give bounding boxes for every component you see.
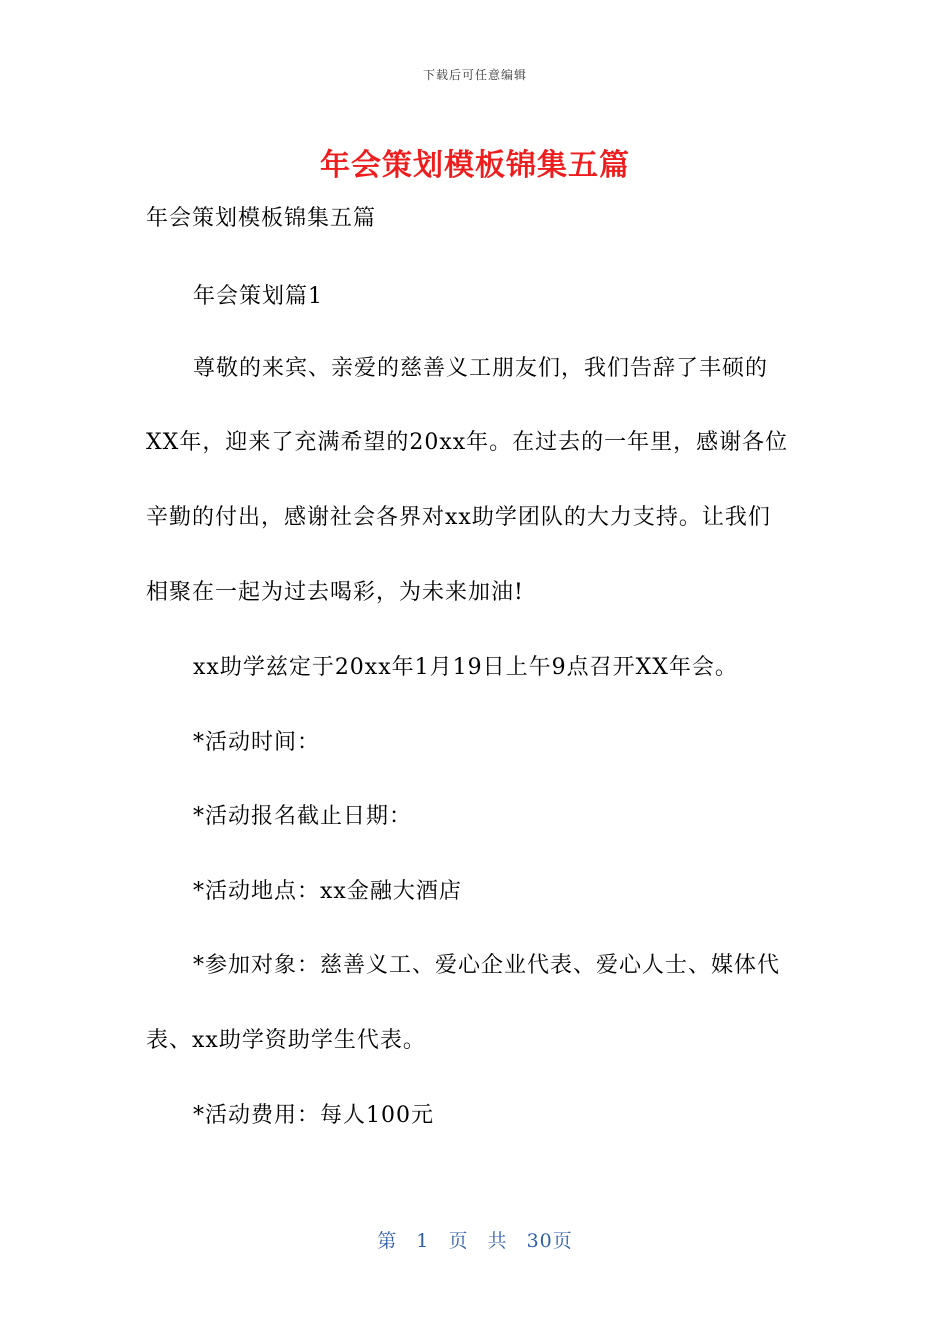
paragraph-line: XX年，迎来了充满希望的20xx年。在过去的一年里，感谢各位: [146, 430, 789, 455]
subtitle-line: 年会策划模板锦集五篇: [146, 206, 377, 231]
paragraph-line: 辛勤的付出，感谢社会各界对xx助学团队的大力支持。让我们: [146, 505, 771, 530]
page-label-mid: 页: [448, 1230, 469, 1252]
paragraph-line: 尊敬的来宾、亲爱的慈善义工朋友们，我们告辞了丰硕的: [193, 356, 769, 381]
section-heading: 年会策划篇1: [193, 284, 323, 309]
header-note: 下载后可任意编辑: [422, 68, 527, 82]
list-item: *活动时间：: [193, 730, 321, 755]
total-pages: 30页: [526, 1230, 573, 1252]
list-item-continuation: 表、xx助学资助学生代表。: [146, 1028, 426, 1053]
paragraph-line: xx助学兹定于20xx年1月19日上午9点召开XX年会。: [193, 655, 738, 680]
total-label: 共: [487, 1230, 508, 1252]
list-item: *活动报名截止日期：: [193, 804, 413, 829]
list-item: *活动费用：每人100元: [193, 1103, 434, 1128]
page-label-prefix: 第: [377, 1230, 398, 1252]
list-item: *活动地点：xx金融大酒店: [193, 879, 462, 904]
current-page-number: 1: [416, 1230, 430, 1252]
document-title: 年会策划模板锦集五篇: [320, 148, 630, 183]
page-footer: [0, 1226, 950, 1253]
paragraph-line: 相聚在一起为过去喝彩，为未来加油!: [146, 580, 524, 605]
list-item: *参加对象：慈善义工、爱心企业代表、爱心人士、媒体代: [193, 953, 781, 978]
